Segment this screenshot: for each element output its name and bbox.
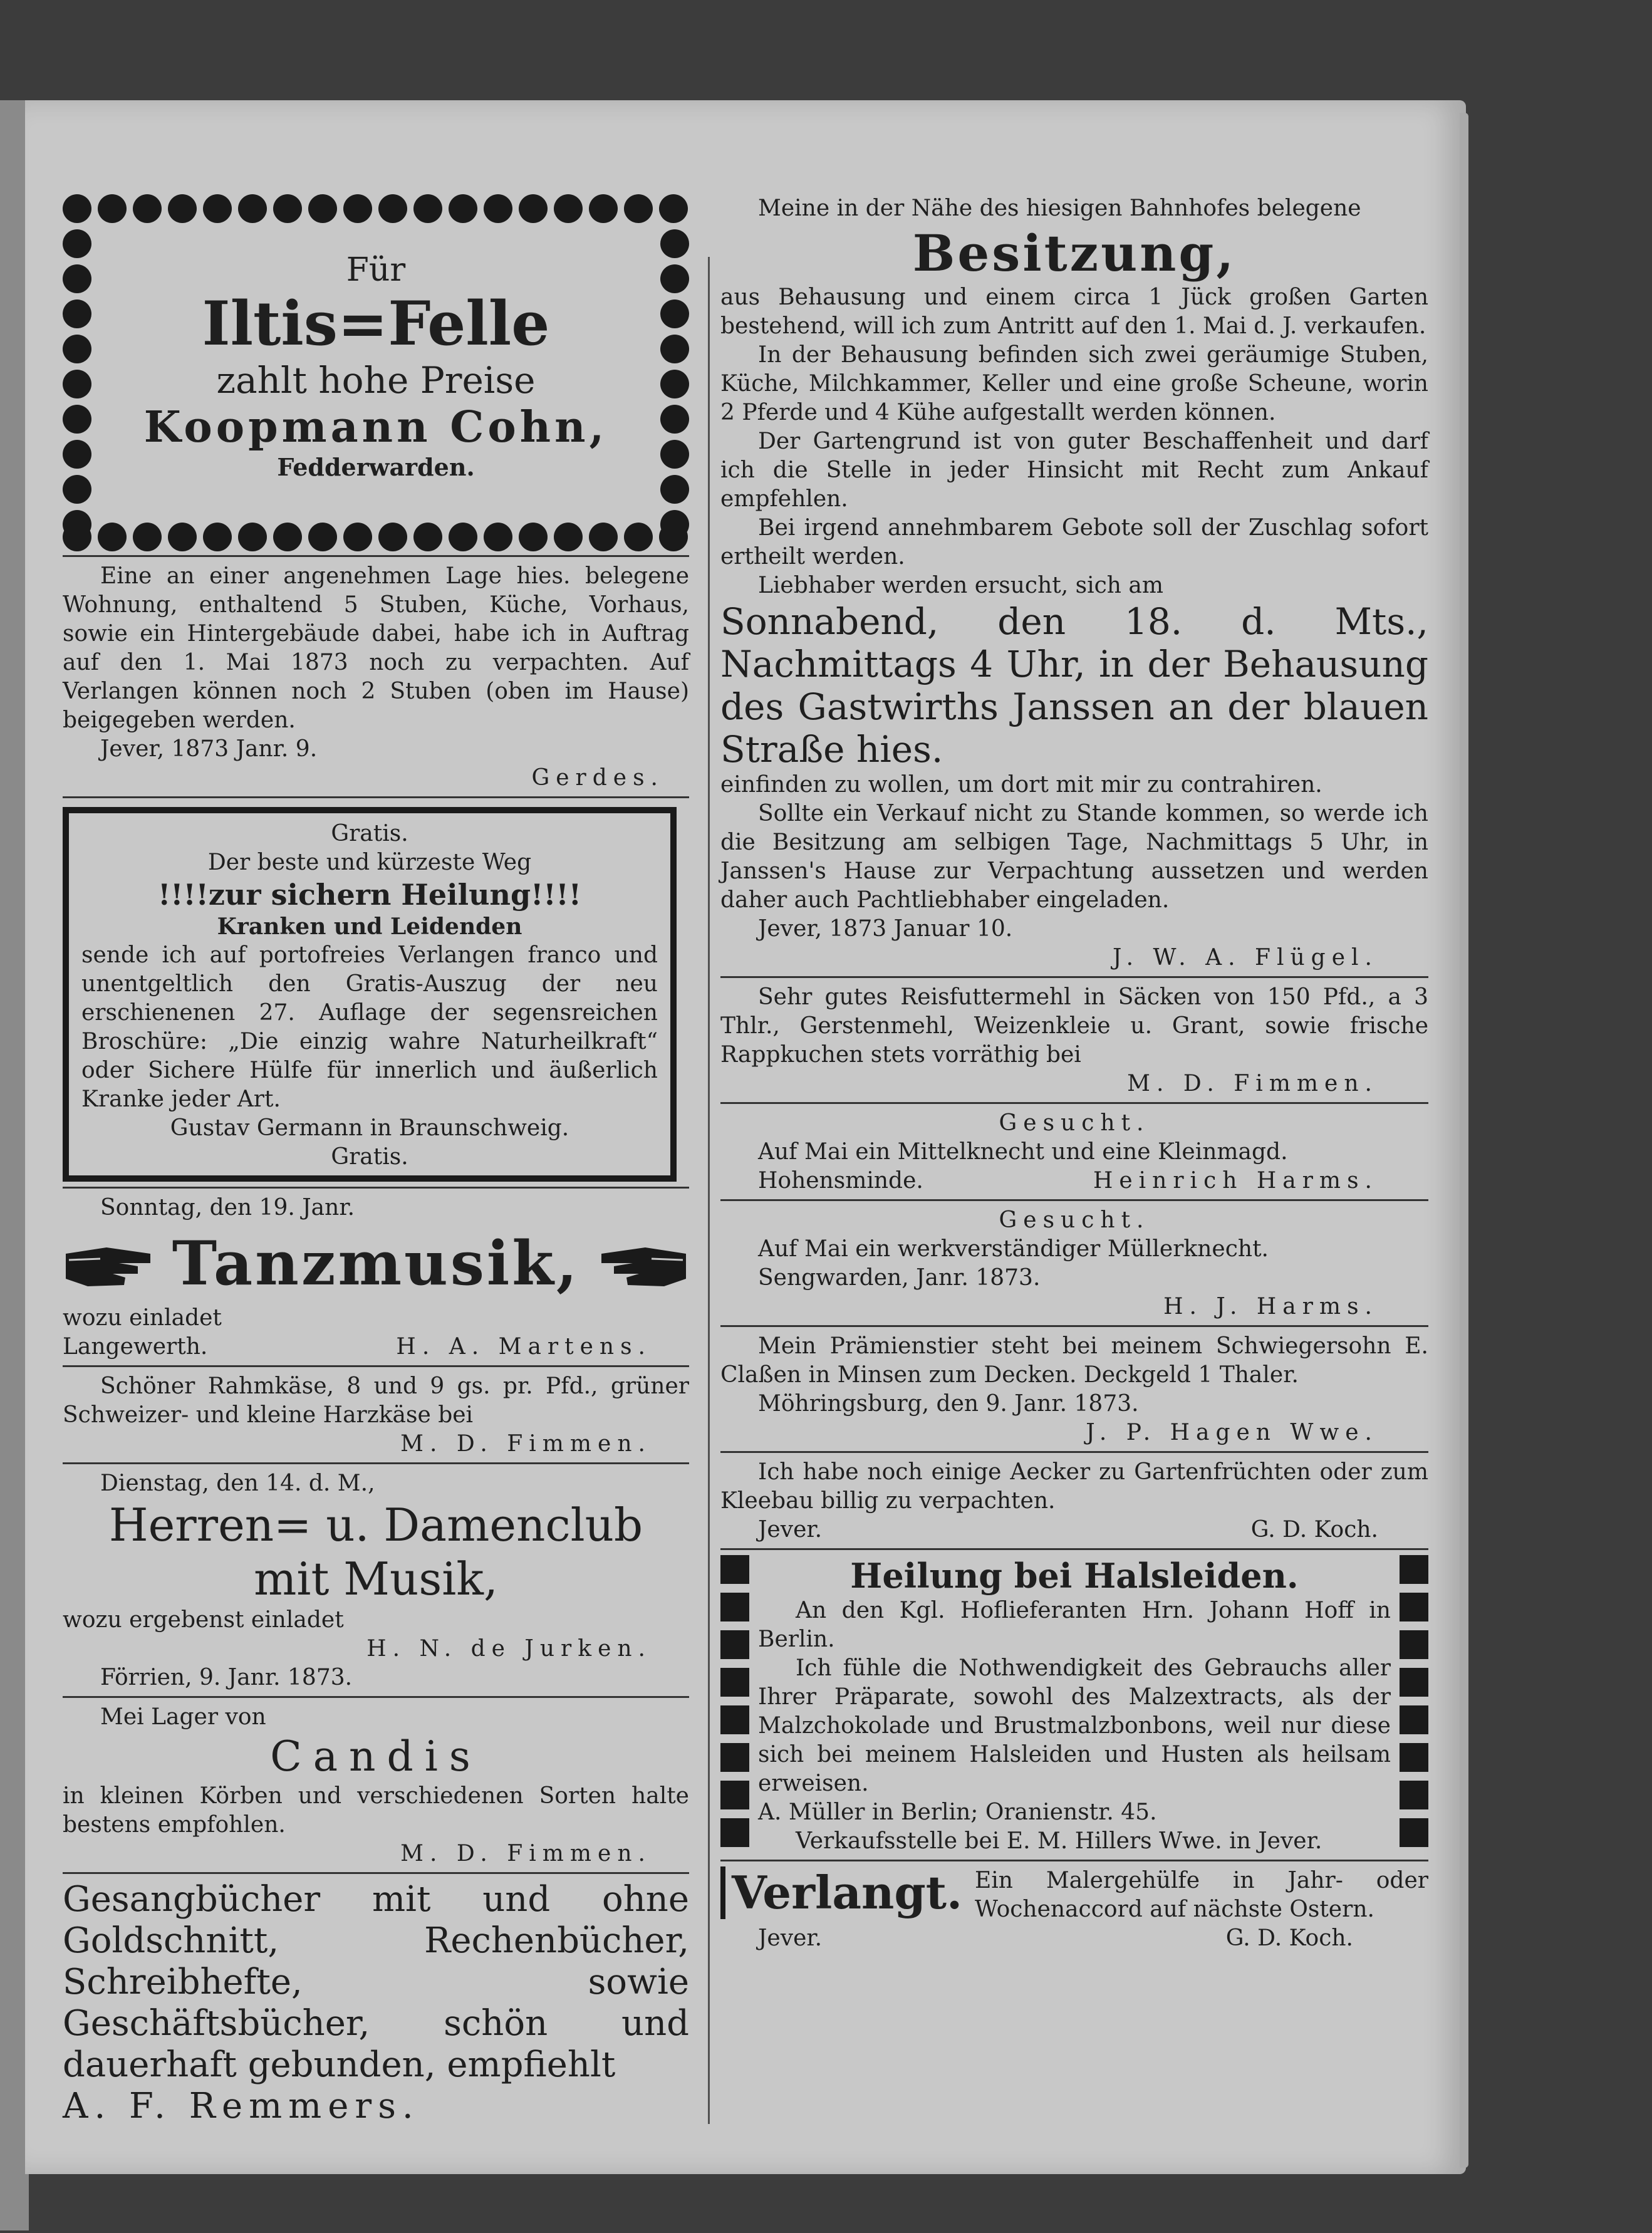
gesucht2-signature: H. J. Harms. bbox=[1163, 1294, 1378, 1320]
border-dot bbox=[238, 523, 267, 551]
border-dot bbox=[413, 194, 442, 223]
candis-intro: Mei Lager von bbox=[100, 1704, 266, 1730]
club-signature: H. N. de Jurken. bbox=[366, 1636, 652, 1662]
gesucht1-head: Gesucht. bbox=[999, 1110, 1150, 1136]
border-dot bbox=[659, 194, 688, 223]
tanz-ad bbox=[63, 1194, 689, 1361]
column-divider bbox=[708, 257, 710, 2124]
border-dot bbox=[484, 523, 512, 551]
border-dot bbox=[273, 523, 302, 551]
club-title: Herren= u. Damenclub bbox=[108, 1499, 643, 1551]
tanz-signature: H. A. Martens. bbox=[396, 1334, 652, 1360]
heilung-title: Heilung bei Halsleiden. bbox=[850, 1556, 1299, 1596]
candis-text: in kleinen Körben und verschiedenen Sorten halte bestens empfohlen. bbox=[63, 1783, 689, 1838]
border-square bbox=[720, 1705, 749, 1734]
border-dot bbox=[519, 194, 548, 223]
club-invite: wozu ergebenst einladet bbox=[63, 1607, 344, 1633]
iltis-advertiser: Koopmann Cohn, bbox=[143, 402, 608, 452]
candis-ad bbox=[63, 1703, 689, 1868]
border-dot bbox=[660, 335, 689, 363]
border-dot bbox=[168, 194, 197, 223]
border-square bbox=[720, 1781, 749, 1809]
newspaper-page bbox=[25, 100, 1466, 2174]
club-ad bbox=[63, 1469, 689, 1692]
tanz-date: Sonntag, den 19. Janr. bbox=[100, 1195, 355, 1221]
buecher-text: Gesangbücher mit und ohne Goldschnitt, Rechenbücher, Schreibhefte, sowie Geschäftsbücher, schön und dauerhaft gebunden, empfiehlt bbox=[63, 1879, 689, 2085]
page-edge bbox=[1460, 113, 1468, 2168]
verlangt-place: Jever. bbox=[758, 1925, 823, 1951]
border-dot bbox=[203, 523, 232, 551]
rule bbox=[63, 1696, 689, 1698]
tanz-title: Tanzmusik, bbox=[172, 1227, 580, 1299]
iltis-line3: zahlt hohe Preise bbox=[216, 359, 536, 402]
rule bbox=[63, 555, 689, 557]
pointing-hand-icon bbox=[63, 1229, 157, 1298]
stier-ad bbox=[720, 1332, 1428, 1447]
border-dot bbox=[589, 194, 618, 223]
border-dot bbox=[308, 194, 337, 223]
besitzung-p4: Bei irgend annehmbarem Gebote soll der Zuschlag sofort ertheilt werden. bbox=[720, 515, 1428, 570]
gesucht1-text: Auf Mai ein Mittelknecht und eine Kleinmagd. bbox=[758, 1139, 1288, 1165]
rule bbox=[63, 1462, 689, 1464]
border-square bbox=[1400, 1668, 1428, 1697]
gratis-bottom: Gratis. bbox=[331, 1144, 408, 1170]
wohnung-text: Eine an einer angenehmen Lage hies. belegene Wohnung, enthaltend 5 Stuben, Küche, Vorhaus, sowie ein Hintergebäude dabei, habe ich in Auftrag auf den 1. Mai 1873 noch zu verpachten. Auf Verlangen können noch 2 Stuben (oben im Hause) beigegeben werden. bbox=[63, 563, 689, 733]
stier-text: Mein Prämienstier steht bei meinem Schwiegersohn E. Claßen in Minsen zum Decken. Deckgeld 1 Thaler. bbox=[720, 1333, 1428, 1388]
iltis-ad bbox=[63, 194, 689, 551]
heilung-ad bbox=[720, 1555, 1428, 1856]
buecher-ad bbox=[63, 1879, 689, 2127]
border-dot bbox=[308, 523, 337, 551]
gratis-line3: Kranken und Leidenden bbox=[217, 914, 522, 940]
border-square bbox=[720, 1668, 749, 1697]
aecker-signature: G. D. Koch. bbox=[1250, 1517, 1378, 1543]
border-dot bbox=[554, 194, 583, 223]
besitzung-place: Jever, 1873 Januar 10. bbox=[758, 916, 1013, 942]
border-dot bbox=[63, 264, 91, 293]
border-dot bbox=[273, 194, 302, 223]
besitzung-p7: Sollte ein Verkauf nicht zu Stande kommen, so werde ich die Besitzung am selbigen Tage, Nachmittags 5 Uhr, in Janssen's Hause zur Verpachtung aussetzen und werden daher auch Pachtliebhaber eingeladen. bbox=[720, 801, 1428, 913]
border-dot bbox=[343, 194, 372, 223]
heilung-sale: Verkaufsstelle bei E. M. Hillers Wwe. in Jever. bbox=[796, 1828, 1322, 1854]
border-dot bbox=[589, 523, 618, 551]
gesucht2-place: Sengwarden, Janr. 1873. bbox=[758, 1265, 1041, 1291]
border-dot bbox=[133, 194, 162, 223]
tanz-invite: wozu einladet bbox=[63, 1305, 222, 1331]
besitzung-p6: einfinden zu wollen, um dort mit mir zu contrahiren. bbox=[720, 772, 1322, 798]
gratis-top: Gratis. bbox=[331, 821, 408, 846]
verlangt-title: Verlangt. bbox=[720, 1866, 962, 1919]
rule bbox=[63, 1365, 689, 1367]
border-dot bbox=[660, 475, 689, 504]
buecher-signature: A. F. Remmers. bbox=[63, 2086, 420, 2126]
club-subtitle: mit Musik, bbox=[254, 1553, 498, 1605]
rule bbox=[720, 1102, 1428, 1104]
gesucht1-ad bbox=[720, 1109, 1428, 1195]
rule bbox=[720, 1199, 1428, 1201]
candis-title: Candis bbox=[270, 1732, 482, 1781]
border-dot bbox=[660, 510, 689, 539]
heilung-signature: A. Müller in Berlin; Oranienstr. 45. bbox=[758, 1799, 1157, 1825]
heilung-address: An den Kgl. Hoflieferanten Hrn. Johann Hoff in Berlin. bbox=[758, 1598, 1391, 1652]
besitzung-p3: Der Gartengrund ist von guter Beschaffenheit und darf ich die Stelle in jeder Hinsicht mit Recht zum Ankauf empfehlen. bbox=[720, 429, 1428, 512]
gesucht2-head: Gesucht. bbox=[999, 1207, 1150, 1233]
border-dot bbox=[660, 299, 689, 328]
border-square bbox=[1400, 1705, 1428, 1734]
border-dot bbox=[168, 523, 197, 551]
besitzung-p2: In der Behausung befinden sich zwei geräumige Stuben, Küche, Milchkammer, Keller und eine große Scheune, worin 2 Pferde und 4 Kühe aufgestallt werden können. bbox=[720, 342, 1428, 425]
besitzung-signature: J. W. A. Flügel. bbox=[1113, 945, 1378, 971]
border-square bbox=[720, 1818, 749, 1847]
border-dot bbox=[660, 264, 689, 293]
verlangt-ad bbox=[720, 1866, 1428, 1953]
border-square bbox=[1400, 1818, 1428, 1847]
border-dot bbox=[63, 405, 91, 434]
border-dot bbox=[238, 194, 267, 223]
wohnung-place: Jever, 1873 Janr. 9. bbox=[100, 736, 318, 762]
right-column bbox=[720, 194, 1428, 1953]
border-dot bbox=[63, 440, 91, 469]
border-dot bbox=[449, 194, 477, 223]
rule bbox=[720, 1451, 1428, 1453]
verlangt-signature: G. D. Koch. bbox=[1225, 1925, 1353, 1951]
border-square bbox=[1400, 1743, 1428, 1772]
border-dot bbox=[624, 523, 653, 551]
besitzung-p1: aus Behausung und einem circa 1 Jück großen Garten bestehend, will ich zum Antritt auf den 1. Mai d. J. verkaufen. bbox=[720, 284, 1428, 339]
kaese-text: Schöner Rahmkäse, 8 und 9 gs. pr. Pfd., grüner Schweizer- und kleine Harzkäse bei bbox=[63, 1373, 689, 1428]
club-place: Förrien, 9. Janr. 1873. bbox=[100, 1665, 353, 1690]
besitzung-ad bbox=[720, 194, 1428, 972]
aecker-ad bbox=[720, 1458, 1428, 1544]
border-square bbox=[1400, 1781, 1428, 1809]
reis-ad bbox=[720, 983, 1428, 1098]
border-square bbox=[720, 1630, 749, 1659]
border-dot bbox=[343, 523, 372, 551]
reis-text: Sehr gutes Reisfuttermehl in Säcken von 150 Pfd., a 3 Thlr., Gerstenmehl, Weizenkleie u. Grant, sowie frische Rappkuchen stets vorräthig bei bbox=[720, 984, 1428, 1068]
aecker-text: Ich habe noch einige Aecker zu Gartenfrüchten oder zum Kleebau billig zu verpachten. bbox=[720, 1459, 1428, 1514]
kaese-signature: M. D. Fimmen. bbox=[400, 1431, 652, 1457]
border-square bbox=[1400, 1593, 1428, 1621]
border-dot bbox=[484, 194, 512, 223]
border-dot bbox=[63, 299, 91, 328]
gratis-line1: Der beste und kürzeste Weg bbox=[207, 850, 532, 875]
border-dot bbox=[63, 370, 91, 398]
gratis-signature: Gustav Germann in Braunschweig. bbox=[170, 1115, 569, 1141]
rule bbox=[720, 1860, 1428, 1861]
border-dot bbox=[660, 229, 689, 258]
iltis-place: Fedderwarden. bbox=[277, 453, 475, 481]
border-dot bbox=[449, 523, 477, 551]
verlangt-text: Ein Malergehülfe in Jahr- oder Wochenaccord auf nächste Ostern. bbox=[975, 1868, 1428, 1922]
border-square bbox=[1400, 1630, 1428, 1659]
border-dot bbox=[63, 194, 91, 223]
border-dot bbox=[624, 194, 653, 223]
rule bbox=[720, 1325, 1428, 1327]
border-dot bbox=[554, 523, 583, 551]
rule bbox=[720, 976, 1428, 978]
kaese-ad bbox=[63, 1372, 689, 1459]
border-dot bbox=[378, 194, 407, 223]
border-dot bbox=[378, 523, 407, 551]
gesucht2-text: Auf Mai ein werkverständiger Müllerknecht. bbox=[758, 1236, 1269, 1262]
border-dot bbox=[660, 370, 689, 398]
border-dot bbox=[133, 523, 162, 551]
left-column bbox=[63, 194, 689, 2127]
border-dot bbox=[660, 405, 689, 434]
rule bbox=[720, 1548, 1428, 1550]
border-dot bbox=[660, 440, 689, 469]
stier-place: Möhringsburg, den 9. Janr. 1873. bbox=[758, 1391, 1139, 1417]
besitzung-intro: Meine in der Nähe des hiesigen Bahnhofes belegene bbox=[758, 195, 1361, 221]
border-dot bbox=[203, 194, 232, 223]
aecker-place: Jever. bbox=[758, 1517, 823, 1543]
border-square bbox=[720, 1743, 749, 1772]
gratis-headline: !!!!zur sichern Heilung!!!! bbox=[158, 878, 581, 912]
club-date: Dienstag, den 14. d. M., bbox=[100, 1470, 375, 1496]
border-dot bbox=[413, 523, 442, 551]
border-square bbox=[720, 1593, 749, 1621]
gesucht1-place: Hohensminde. bbox=[758, 1168, 923, 1194]
border-dot bbox=[63, 510, 91, 539]
wohnung-signature: Gerdes. bbox=[531, 765, 664, 791]
besitzung-p5: Liebhaber werden ersucht, sich am bbox=[758, 573, 1163, 598]
border-square bbox=[1400, 1555, 1428, 1584]
reis-signature: M. D. Fimmen. bbox=[1127, 1071, 1378, 1096]
border-dot bbox=[519, 523, 548, 551]
gratis-body: sende ich auf portofreies Verlangen franco und unentgeltlich den Gratis-Auszug der neu erschienenen 27. Auflage der segensreichen Broschüre: „Die einzig wahre Naturheilkraft“ oder Sichere Hülfe für innerlich und äußerlich Kranke jeder Art. bbox=[81, 942, 658, 1112]
tanz-place: Langewerth. bbox=[63, 1334, 208, 1360]
rule bbox=[63, 1187, 689, 1189]
gesucht1-signature: Heinrich Harms. bbox=[1093, 1168, 1378, 1194]
wohnung-ad bbox=[63, 562, 689, 793]
pointing-hand-icon bbox=[595, 1229, 689, 1298]
border-dot bbox=[63, 475, 91, 504]
border-square bbox=[720, 1555, 749, 1584]
border-dot bbox=[98, 194, 127, 223]
gesucht2-ad bbox=[720, 1206, 1428, 1321]
besitzung-title: Besitzung, bbox=[912, 224, 1237, 283]
rule bbox=[63, 1872, 689, 1874]
border-dot bbox=[98, 523, 127, 551]
stier-signature: J. P. Hagen Wwe. bbox=[1086, 1420, 1378, 1445]
heilung-text: Ich fühle die Nothwendigkeit des Gebrauchs aller Ihrer Präparate, sowohl des Malzextracts, als der Malzchokolade und Brustmalzbonbons, weil nur diese sich bei meinem Halsleiden und Husten als heilsam erweisen. bbox=[758, 1655, 1391, 1796]
gratis-ad bbox=[63, 807, 677, 1182]
iltis-title: Iltis=Felle bbox=[202, 288, 550, 359]
border-dot bbox=[63, 335, 91, 363]
besitzung-date-big: Sonnabend, den 18. d. Mts., Nachmittags 4 Uhr, in der Behausung des Gastwirths Janssen an der blauen Straße hies. bbox=[720, 600, 1428, 771]
candis-signature: M. D. Fimmen. bbox=[400, 1841, 652, 1866]
rule bbox=[63, 796, 689, 798]
iltis-line1: Für bbox=[346, 251, 406, 289]
border-dot bbox=[63, 229, 91, 258]
